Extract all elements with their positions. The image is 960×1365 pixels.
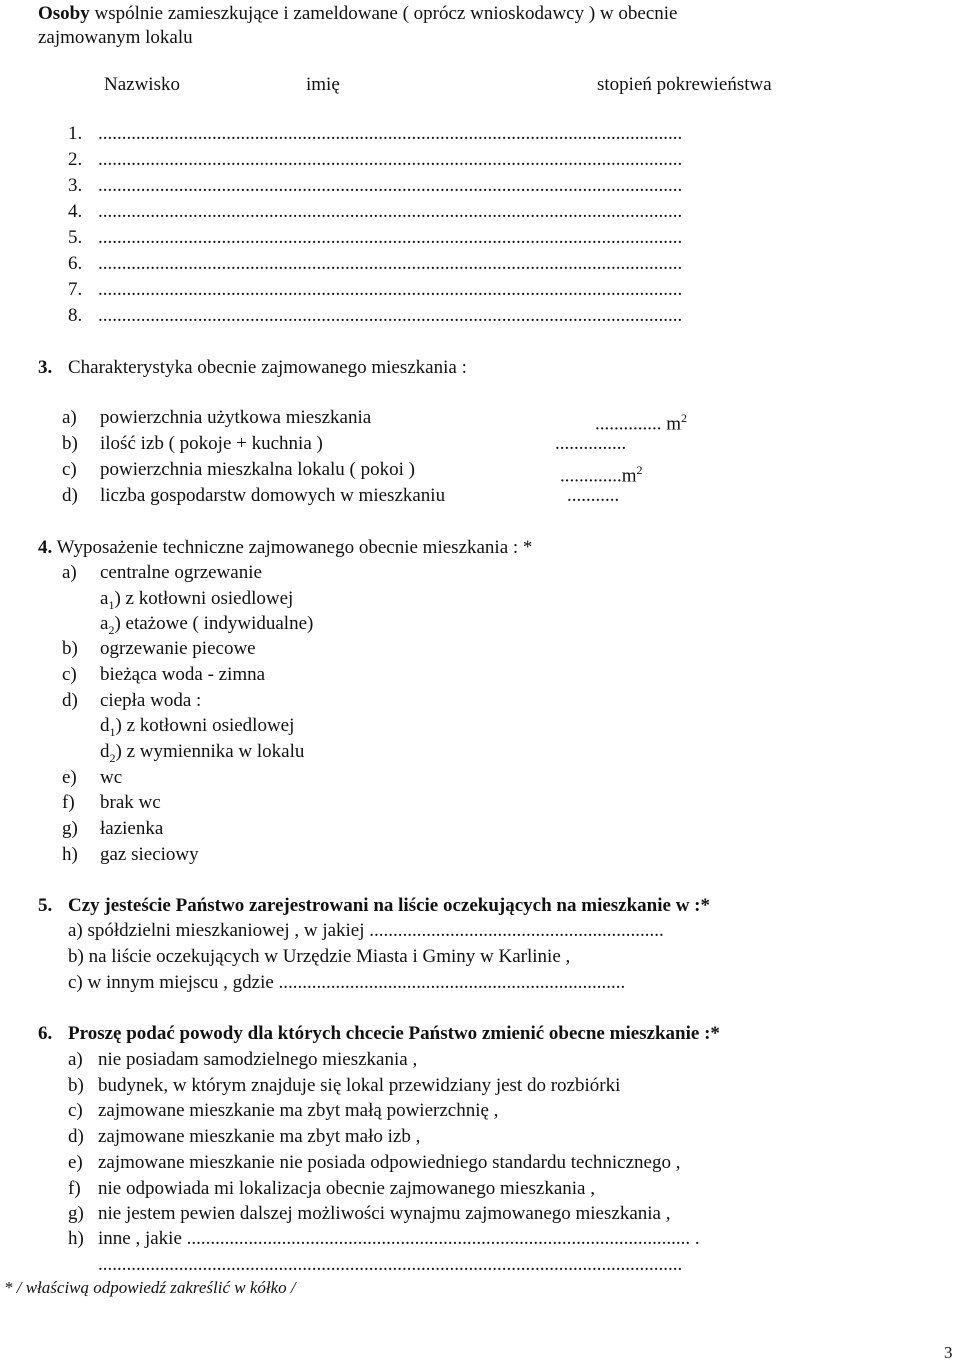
occupant-row-number: 8. <box>68 305 83 326</box>
occupant-row-number: 7. <box>68 279 83 300</box>
occupant-row[interactable] <box>68 122 682 146</box>
section-5-number: 5. <box>38 895 53 916</box>
s6-item-label: h) <box>68 1228 84 1249</box>
s3-item-unit-sup: 2 <box>681 411 688 425</box>
s4-item-label: a) <box>62 562 77 583</box>
section-4-number: 4. <box>38 537 53 558</box>
occupant-row-number: 3. <box>68 175 83 196</box>
s4-item-text: centralne ogrzewanie <box>100 562 262 583</box>
s3-item-b-field[interactable] <box>555 432 626 456</box>
s6-item-label: g) <box>68 1203 84 1224</box>
s4-item-a[interactable] <box>62 561 262 585</box>
s4-item-text: ogrzewanie piecowe <box>100 638 256 659</box>
s4-item-text: gaz sieciowy <box>100 844 199 865</box>
occupant-row[interactable] <box>68 226 682 250</box>
s4-item-label: c) <box>62 664 77 685</box>
footnote: * / właściwą odpowiedź zakreślić w kółko / <box>4 1278 296 1297</box>
s6-item-label: e) <box>68 1152 83 1173</box>
col-surname: Nazwisko <box>104 74 180 95</box>
s6-item-label: f) <box>68 1178 81 1199</box>
s4-item-text: z kotłowni osiedlowej <box>125 588 294 609</box>
s5-item-b[interactable]: b) na liście oczekujących w Urzędzie Miasta i Gminy w Karlinie , <box>68 946 571 967</box>
s3-item-d <box>62 484 445 508</box>
section-6-title-text: Proszę podać powody dla których chcecie Państwo zmienić obecne mieszkanie :* <box>68 1023 720 1044</box>
occupant-row[interactable] <box>68 252 682 276</box>
s6-item-text: budynek, w którym znajduje się lokal przewidziany jest do rozbiórki <box>98 1075 621 1096</box>
occupants-heading-line2: zajmowanym lokalu <box>38 27 193 48</box>
s4-item-text: ciepła woda : <box>100 690 202 711</box>
s6-item-text: nie odpowiada mi lokalizacja obecnie zajmowanego mieszkania , <box>98 1178 595 1199</box>
occupant-row[interactable] <box>68 200 682 224</box>
s3-item-fill: ............. <box>560 465 622 487</box>
s4-item-text: z kotłowni osiedlowej <box>126 715 295 736</box>
s6-item-label: b) <box>68 1075 84 1096</box>
occupant-row-number: 6. <box>68 253 83 274</box>
section-4-title <box>38 536 532 560</box>
occupant-row[interactable] <box>68 278 682 302</box>
s4-item-text: łazienka <box>100 818 164 839</box>
s3-item-text: powierzchnia użytkowa mieszkania <box>100 407 372 428</box>
s6-item-text: inne , jakie .......................................................................................................... . <box>98 1228 700 1249</box>
col-name: imię <box>306 74 340 95</box>
s4-item-d2[interactable]: $d_2$) z wymiennika w lokalu <box>100 741 305 765</box>
s6-item-text: nie posiadam samodzielnego mieszkania , <box>98 1049 418 1070</box>
occupant-row-dots: ........................................................................................................................... <box>98 123 683 144</box>
s3-item-fill: ........... <box>567 485 620 506</box>
s4-item-label: g) <box>62 818 78 839</box>
section-6-number: 6. <box>38 1023 53 1044</box>
s4-item-label: d) <box>62 690 78 711</box>
s5-item-a[interactable]: a) spółdzielni mieszkaniowej , w jakiej .............................................................. <box>68 920 664 941</box>
s4-item-text: etażowe ( indywidualne) <box>125 613 314 634</box>
s6-item-text: zajmowane mieszkanie ma zbyt małą powierzchnię , <box>98 1100 499 1121</box>
occupant-row-number: 5. <box>68 227 83 248</box>
section-3-title <box>38 356 467 380</box>
section-6-title <box>38 1022 720 1046</box>
s6-item-label: a) <box>68 1049 83 1070</box>
s3-item-fill: .............. <box>595 413 662 435</box>
occupant-row-dots: ........................................................................................................................... <box>98 253 683 274</box>
s3-item-unit: m <box>621 465 637 487</box>
occupant-row[interactable] <box>68 304 682 328</box>
s4-item-text: z wymiennika w lokalu <box>126 741 305 762</box>
occupants-heading <box>38 2 677 26</box>
s4-item-c[interactable] <box>62 663 265 687</box>
occupant-row-dots: ........................................................................................................................... <box>98 279 683 300</box>
s6-item-a[interactable] <box>68 1048 417 1072</box>
s6-item-c[interactable] <box>68 1099 498 1123</box>
s3-item-d-field[interactable] <box>567 484 619 508</box>
occupant-row-dots: ........................................................................................................................... <box>98 305 683 326</box>
occupant-row-dots: ........................................................................................................................... <box>98 175 683 196</box>
s6-item-label: c) <box>68 1100 83 1121</box>
s4-item-e[interactable] <box>62 766 122 790</box>
occupant-row-dots: ........................................................................................................................... <box>98 227 683 248</box>
s4-item-b[interactable] <box>62 637 256 661</box>
s3-item-text: liczba gospodarstw domowych w mieszkaniu <box>100 485 446 506</box>
s4-item-label: f) <box>62 792 75 813</box>
s3-item-label: a) <box>62 407 77 428</box>
occupant-row-dots: ........................................................................................................................... <box>98 149 683 170</box>
s6-item-text: zajmowane mieszkanie ma zbyt mało izb , <box>98 1126 421 1147</box>
s3-item-unit-sup: 2 <box>636 463 643 477</box>
occupants-heading-rest: wspólnie zamieszkujące i zameldowane ( oprócz wnioskodawcy ) w obecnie <box>89 3 678 24</box>
occupant-row-dots: ........................................................................................................................... <box>98 201 683 222</box>
s6-item-g[interactable] <box>68 1202 670 1226</box>
s5-item-c[interactable]: c) w innym miejscu , gdzie ......................................................................... <box>68 972 626 993</box>
s4-item-f[interactable] <box>62 791 161 815</box>
s4-item-g[interactable] <box>62 817 163 841</box>
occupant-row-number: 4. <box>68 201 83 222</box>
section-3-title-text: Charakterystyka obecnie zajmowanego mieszkania : <box>68 357 467 378</box>
s4-item-label: e) <box>62 767 77 788</box>
occupants-heading-bold: Osoby <box>38 3 90 24</box>
s4-item-d1[interactable]: $d_1$) z kotłowni osiedlowej <box>100 715 295 739</box>
section-4-title-text: Wyposażenie techniczne zajmowanego obecnie mieszkania : * <box>56 537 533 558</box>
occupant-row[interactable] <box>68 148 682 172</box>
s6-continuation-line[interactable]: ........................................................................................................................... <box>98 1254 683 1275</box>
s4-item-d[interactable] <box>62 689 201 713</box>
s4-item-text: wc <box>100 767 123 788</box>
section-5-title-text: Czy jesteście Państwo zarejestrowani na liście oczekujących na mieszkanie w :* <box>68 895 711 916</box>
s4-item-text: bieżąca woda - zimna <box>100 664 266 685</box>
s3-item-label: d) <box>62 485 78 506</box>
section-3-number: 3. <box>38 357 53 378</box>
s3-item-label: c) <box>62 459 77 480</box>
occupant-row[interactable] <box>68 174 682 198</box>
s3-item-b <box>62 432 323 456</box>
s6-item-d[interactable] <box>68 1125 420 1149</box>
s3-item-c <box>62 458 415 482</box>
s6-item-f[interactable] <box>68 1177 595 1201</box>
s4-item-h[interactable] <box>62 843 199 867</box>
s4-item-text: brak wc <box>100 792 161 813</box>
s6-item-text: nie jestem pewien dalszej możliwości wynajmu zajmowanego mieszkania , <box>98 1203 671 1224</box>
s3-item-unit: m <box>666 413 682 435</box>
s6-item-label: d) <box>68 1126 84 1147</box>
section-5-title <box>38 894 710 918</box>
s3-item-fill: ............... <box>555 433 627 454</box>
s3-item-label: b) <box>62 433 78 454</box>
s6-item-text: zajmowane mieszkanie nie posiada odpowiedniego standardu technicznego , <box>98 1152 681 1173</box>
s3-item-text: powierzchnia mieszkalna lokalu ( pokoi ) <box>100 459 415 480</box>
s6-item-h[interactable] <box>68 1227 700 1251</box>
page-number: 3 <box>944 1343 953 1362</box>
s4-item-label: h) <box>62 844 78 865</box>
s4-item-label: b) <box>62 638 78 659</box>
occupant-row-number: 1. <box>68 123 83 144</box>
col-relation: stopień pokrewieństwa <box>597 74 772 95</box>
s4-item-a1[interactable]: $a_1$) z kotłowni osiedlowej <box>100 588 294 612</box>
s3-item-text: ilość izb ( pokoje + kuchnia ) <box>100 433 323 454</box>
s6-item-e[interactable] <box>68 1151 680 1175</box>
s3-item-a <box>62 406 371 430</box>
s6-item-b[interactable] <box>68 1074 620 1098</box>
occupant-row-number: 2. <box>68 149 83 170</box>
s4-item-a2[interactable]: $a_2$) etażowe ( indywidualne) <box>100 613 314 637</box>
